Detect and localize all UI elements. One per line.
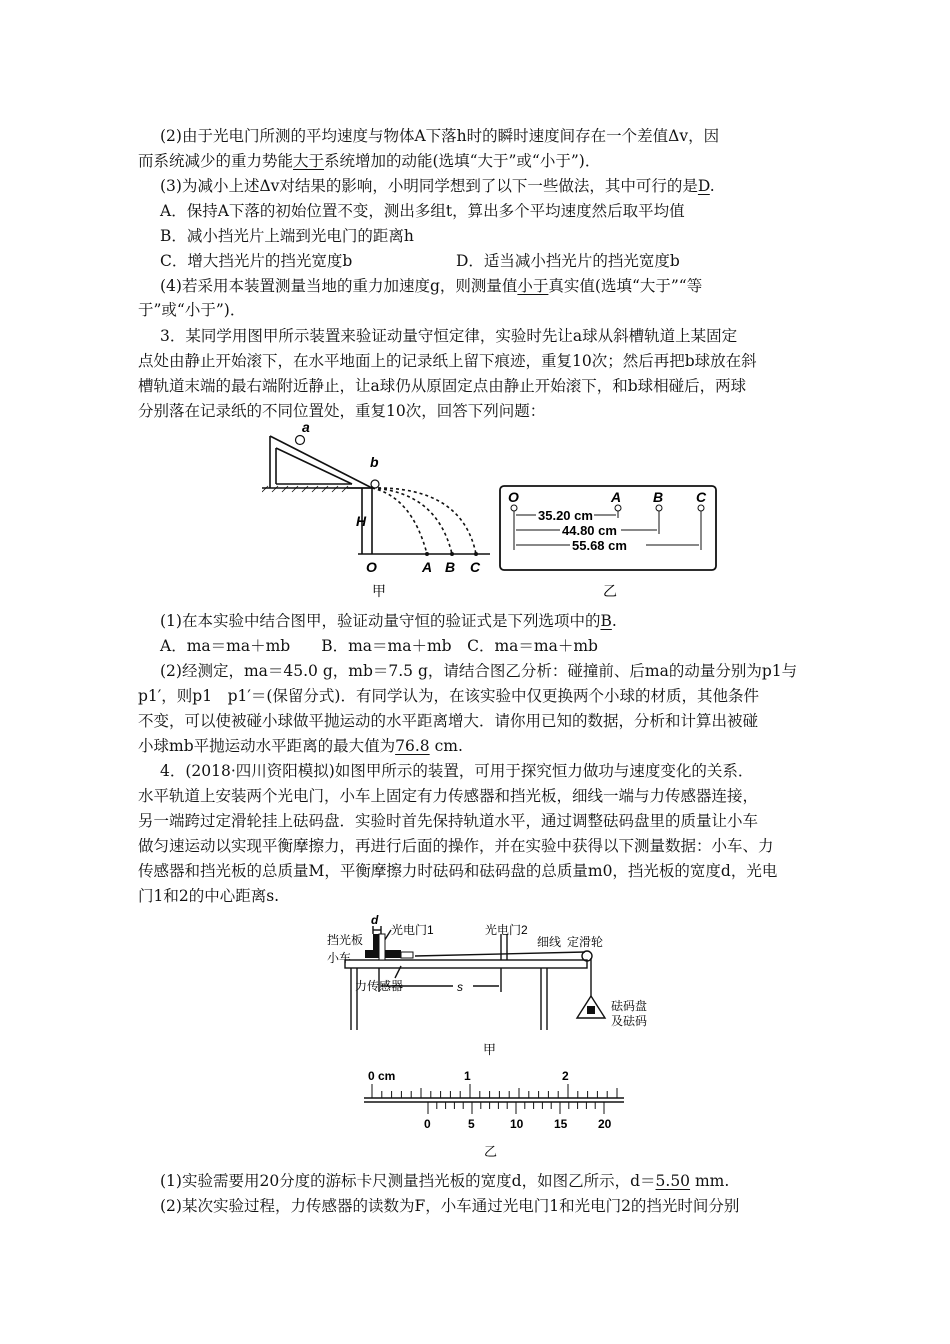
vernier-label-20: 20 [598, 1117, 612, 1131]
ramp-diagram [262, 422, 492, 602]
q2-option-b: B．减小挡光片上端到光电门的距离h [160, 227, 414, 245]
point-O: O [508, 489, 519, 505]
main-label-1: 1 [464, 1069, 471, 1083]
label-C: C [470, 559, 481, 575]
label-cart: 小车 [327, 951, 352, 965]
label-H: H [356, 513, 367, 529]
q3-sub1: (1)在本实验中结合图甲，验证动量守恒的验证式是下列选项中的B. [160, 612, 617, 630]
label-pulley: 定滑轮 [567, 935, 604, 949]
figure-caption: 甲 [372, 583, 386, 599]
figure-caption: 乙 [484, 1144, 498, 1159]
q3-sub2-line1: (2)经测定，ma＝45.0 g，mb＝7.5 g，请结合图乙分析：碰撞前、后ma的动量分别为p1与 [160, 662, 798, 680]
point-C: C [696, 489, 707, 505]
track-apparatus-diagram [325, 912, 665, 1062]
label-pan-line2: 及砝码 [611, 1014, 648, 1028]
answer-blank: B [600, 612, 612, 630]
label-gate2: 光电门2 [485, 923, 528, 937]
q4-stem-line4: 做匀速运动以实现平衡摩擦力，再进行后面的操作，并在实验中获得以下测量数据：小车、力 [138, 837, 774, 855]
q2-part4-line1: (4)若采用本装置测量当地的重力加速度g，则测量值小于真实值(选填“大于”“等 [160, 277, 703, 295]
label-plate: 挡光板 [327, 933, 364, 947]
q2-part4-line2: 于”或“小于”)． [138, 301, 246, 319]
vernier-label-10: 10 [510, 1117, 524, 1131]
q2-option-c: C．增大挡光片的挡光宽度b [160, 252, 353, 270]
q2-part2-line1: (2)由于光电门所测的平均速度与物体A下落h时的瞬时速度间存在一个差值Δv，因 [160, 127, 720, 145]
distance-OB: 44.80 cm [562, 523, 617, 538]
ramp-inner-slope [276, 448, 352, 484]
q3-stem-line1: 3．某同学用图甲所示装置来验证动量守恒定律，实验时先让a球从斜槽轨道上某固定 [160, 327, 738, 345]
label-d: d [371, 913, 379, 927]
label-pan-line1: 砝码盘 [611, 999, 648, 1013]
vernier-label-5: 5 [468, 1117, 475, 1131]
answer-blank: 大于 [293, 152, 325, 170]
main-label-2: 2 [562, 1069, 569, 1083]
q2-part3: (3)为减小上述Δv对结果的影响，小明同学想到了以下一些做法，其中可行的是D. [160, 177, 715, 195]
label-sensor: 力传感器 [355, 979, 404, 993]
q4-sub1: (1)实验需要用20分度的游标卡尺测量挡光板的宽度d，如图乙所示，d＝5.50 mm. [160, 1172, 730, 1190]
vernier-label-0: 0 [424, 1117, 431, 1131]
q3-stem-line2: 点处由静止开始滚下，在水平地面上的记录纸上留下痕迹，重复10次；然后再把b球放在斜 [138, 352, 757, 370]
q4-stem-line3: 另一端跨过定滑轮挂上砝码盘．实验时首先保持轨道水平，通过调整砝码盘里的质量让小车 [138, 812, 759, 830]
q2-part2-line2: 而系统减少的重力势能大于系统增加的动能(选填“大于”或“小于”)． [138, 152, 601, 170]
answer-blank: 76.8 [395, 737, 430, 755]
distance-OA: 35.20 cm [538, 508, 593, 523]
q4-stem-line1: 4．(2018·四川资阳模拟)如图甲所示的装置，可用于探究恒力做功与速度变化的关系． [160, 762, 754, 780]
label-a: a [302, 422, 310, 435]
label-s: s [457, 980, 463, 994]
answer-blank: D [697, 177, 710, 195]
label-A: A [422, 559, 433, 575]
vernier-caliper-diagram [360, 1068, 630, 1164]
track [345, 960, 587, 968]
ball-b [371, 480, 379, 488]
figure-caption: 乙 [603, 583, 617, 599]
ramp-slope [270, 436, 372, 488]
label-gate1: 光电门1 [391, 923, 434, 937]
q4-sub2: (2)某次实验过程，力传感器的读数为F，小车通过光电门1和光电门2的挡光时间分别 [160, 1197, 740, 1215]
label-O: O [366, 559, 377, 575]
answer-blank: 5.50 [655, 1172, 691, 1190]
point-B: B [653, 489, 664, 505]
q3-sub2-line3: 不变，可以使被碰小球做平抛运动的水平距离增大．请你用已知的数据，分析和计算出被碰 [138, 712, 759, 730]
q2-option-a: A．保持A下落的初始位置不变，测出多组t，算出多个平均速度然后取平均值 [160, 202, 685, 220]
q4-stem-line5: 传感器和挡光板的总质量M，平衡摩擦力时砝码和砝码盘的总质量m0，挡光板的宽度d，光电 [138, 862, 778, 880]
q2-option-d: D．适当减小挡光片的挡光宽度b [456, 252, 680, 270]
ball-a [296, 436, 305, 445]
q4-stem-line2: 水平轨道上安装两个光电门，小车上固定有力传感器和挡光板，细线一端与力传感器连接， [138, 787, 759, 805]
q4-stem-line6: 门1和2的中心距离s. [138, 887, 280, 905]
q3-stem-line4: 分别落在记录纸的不同位置处，重复10次，回答下列问题： [138, 402, 546, 420]
point-A: A [611, 489, 622, 505]
label-b: b [370, 454, 379, 470]
vernier-label-15: 15 [554, 1117, 568, 1131]
figure-caption: 甲 [483, 1042, 497, 1057]
q3-sub1-options: A．ma＝ma＋mb B．ma＝ma＋mb C．ma＝ma＋mb [160, 637, 598, 655]
record-paper-diagram [498, 482, 720, 602]
q3-sub2-line2: p1′，则p1 p1′＝(保留分式)．有同学认为，在该实验中仅更换两个小球的材质，其他条件 [138, 687, 759, 705]
q3-sub2-line4: 小球mb平抛运动水平距离的最大值为76.8 cm. [138, 737, 463, 755]
q3-stem-line3: 槽轨道末端的最右端附近静止，让a球仍从原固定点由静止开始滚下，和b球相碰后，两球 [138, 377, 747, 395]
string [415, 952, 585, 956]
main-label-0: 0 cm [368, 1069, 396, 1083]
distance-OC: 55.68 cm [572, 538, 627, 553]
label-string: 细线 [537, 935, 562, 949]
answer-blank: 小于 [517, 277, 549, 295]
label-B: B [445, 559, 456, 575]
